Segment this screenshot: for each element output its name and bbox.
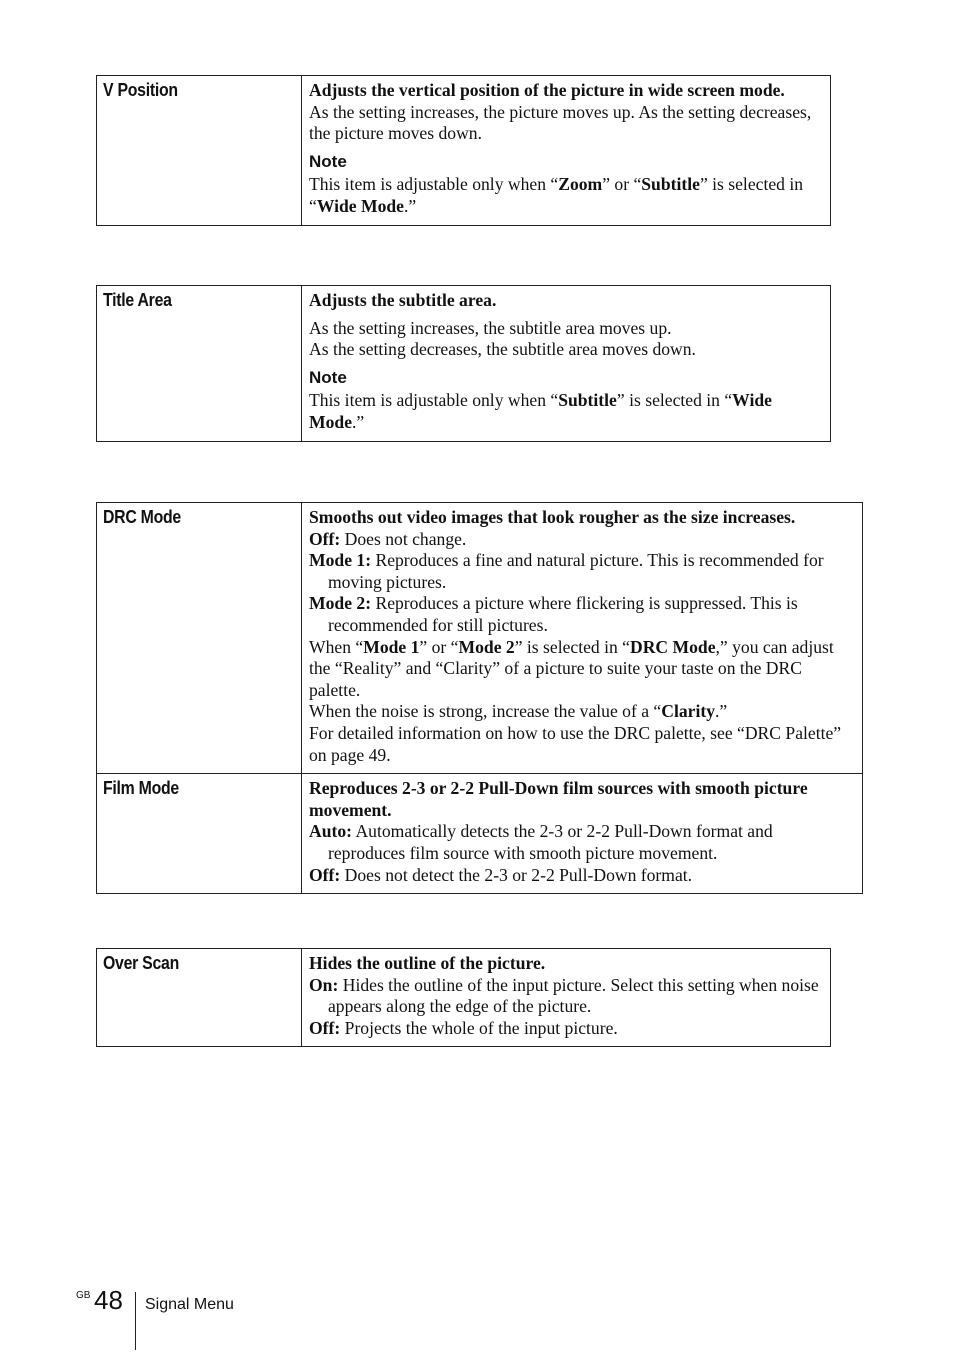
setting-description	[302, 774, 863, 894]
page-region-code: GB	[76, 1290, 91, 1301]
v-position-table	[96, 75, 831, 226]
body-text: As the setting increases, the picture moves up. As the setting decreases, the picture moves down.	[309, 101, 812, 144]
option-off: Off: Does not change.	[309, 528, 467, 549]
option-mode2: Mode 2: Reproduces a picture where flickering is suppressed. This is recommended for still pictures.	[309, 593, 798, 635]
page-number: 48	[94, 1285, 123, 1315]
setting-label: Over Scan	[97, 949, 302, 1047]
lead-text: Hides the outline of the picture.	[309, 953, 546, 973]
lead-text: Adjusts the subtitle area.	[309, 290, 497, 310]
table-row	[97, 503, 863, 774]
body-text: When “Mode 1” or “Mode 2” is selected in “DRC Mode,” you can adjust the “Reality” and “Clarity” of a picture to suite your taste on the DRC palette.	[309, 636, 834, 700]
table-row	[97, 774, 863, 894]
setting-label: Title Area	[97, 286, 302, 442]
option-mode1: Mode 1: Reproduces a fine and natural picture. This is recommended for moving pictures.	[309, 550, 824, 592]
table-row	[97, 949, 831, 1047]
table-row	[97, 76, 831, 226]
option-off: Off: Projects the whole of the input picture.	[309, 1017, 618, 1038]
setting-label: Film Mode	[97, 774, 302, 894]
setting-description	[302, 949, 831, 1047]
over-scan-table	[96, 948, 831, 1047]
setting-description	[302, 76, 831, 226]
note-heading: Note	[309, 367, 347, 387]
footer-divider	[135, 1292, 136, 1350]
body-line: As the setting decreases, the subtitle area moves down.	[309, 339, 696, 360]
note-text: This item is adjustable only when “Zoom” or “Subtitle” is selected in “Wide Mode.”	[309, 174, 804, 216]
section-title: Signal Menu	[145, 1296, 234, 1313]
note-heading: Note	[309, 151, 347, 171]
table-row	[97, 286, 831, 442]
note-text: This item is adjustable only when “Subtitle” is selected in “Wide Mode.”	[309, 390, 772, 432]
setting-label: V Position	[97, 76, 302, 226]
setting-description	[302, 286, 831, 442]
lead-text: Smooths out video images that look rougher as the size increases.	[309, 507, 796, 527]
body-line: As the setting increases, the subtitle area moves up.	[309, 317, 672, 338]
drc-film-table	[96, 502, 863, 894]
option-off: Off: Does not detect the 2-3 or 2-2 Pull-Down format.	[309, 864, 693, 885]
option-on: On: Hides the outline of the input picture. Select this setting when noise appears along the edge of the picture.	[309, 974, 819, 1017]
lead-text: Adjusts the vertical position of the picture in wide screen mode.	[309, 80, 785, 100]
title-area-table	[96, 285, 831, 442]
setting-description	[302, 503, 863, 774]
option-auto: Auto: Automatically detects the 2-3 or 2-2 Pull-Down format and reproduces film source with smooth picture movement.	[309, 821, 773, 863]
body-text: When the noise is strong, increase the value of a “Clarity.”	[309, 701, 728, 722]
body-text: For detailed information on how to use the DRC palette, see “DRC Palette” on page 49.	[309, 722, 842, 765]
lead-text: Reproduces 2-3 or 2-2 Pull-Down film sources with smooth picture movement.	[309, 778, 808, 820]
setting-label: DRC Mode	[97, 503, 302, 774]
